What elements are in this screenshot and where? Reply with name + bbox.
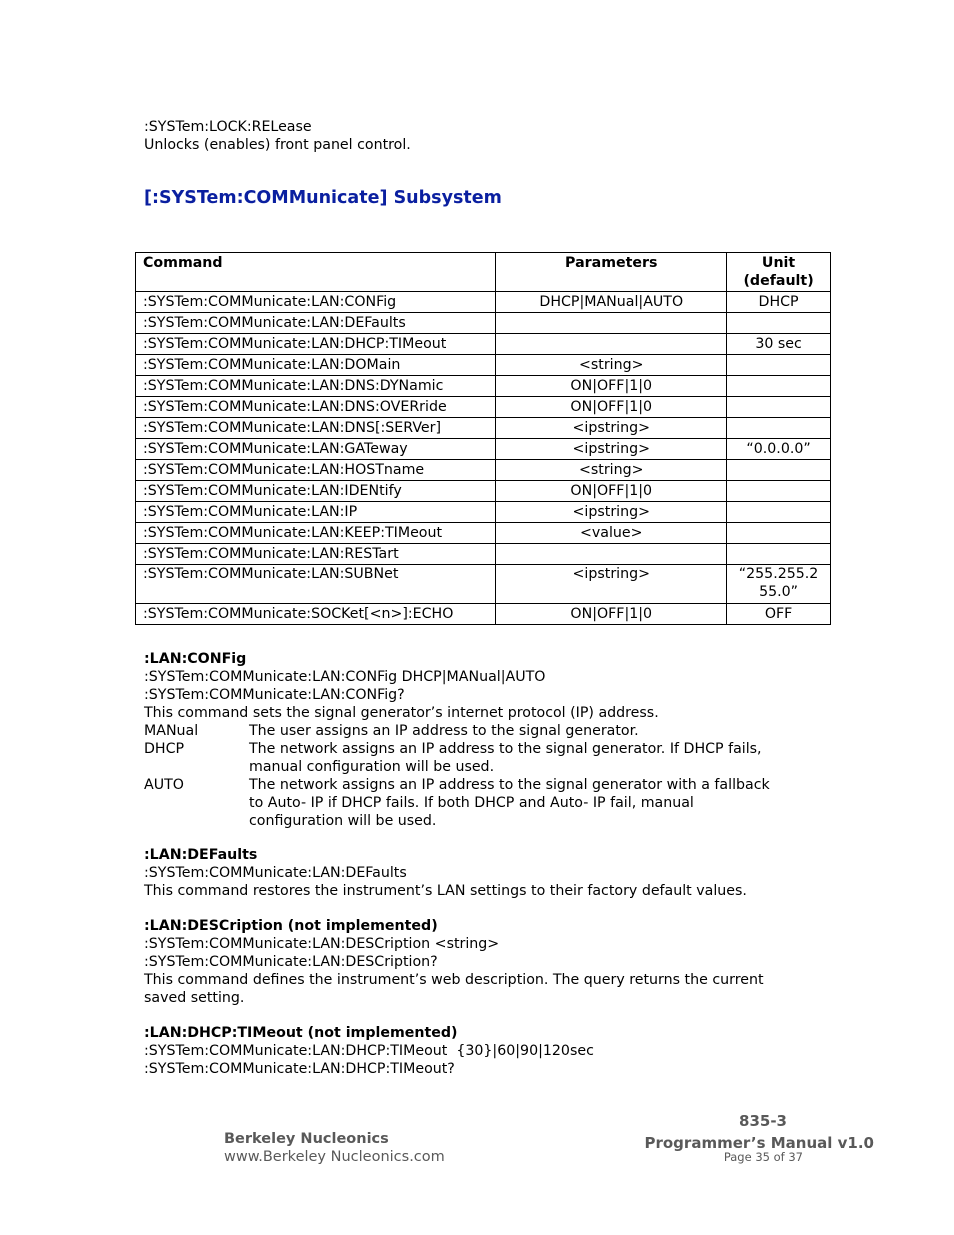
table-row (136, 439, 831, 460)
row-unit-line1: “255.255.2 (738, 566, 819, 582)
row-unit (727, 565, 831, 604)
footer-website: www.Berkeley Nucleonics.com (224, 1149, 445, 1165)
table-row (136, 502, 831, 523)
param-description-line: configuration will be used. (249, 813, 437, 829)
param-description-line: to Auto- IP if DHCP fails. If both DHCP and Auto- IP fail, manual (249, 795, 694, 811)
row-command: :SYSTem:COMMunicate:LAN:DNS:DYNamic (136, 376, 496, 397)
row-unit: 30 sec (727, 334, 831, 355)
footer-page-number: Page 35 of 37 (723, 1150, 803, 1164)
intro-description: Unlocks (enables) front panel control. (144, 137, 411, 153)
lan-dhcp-timeout-syntax-query: :SYSTem:COMMunicate:LAN:DHCP:TIMeout? (144, 1061, 455, 1077)
param-description (249, 740, 804, 776)
row-command: :SYSTem:COMMunicate:LAN:DNS[:SERVer] (136, 418, 496, 439)
row-unit: DHCP (727, 292, 831, 313)
row-unit (727, 418, 831, 439)
table-row (136, 523, 831, 544)
table-row (136, 418, 831, 439)
row-parameters (496, 313, 727, 334)
lan-description-desc-line2: saved setting. (144, 990, 245, 1006)
param-description-line: The user assigns an IP address to the signal generator. (249, 723, 639, 739)
row-command: :SYSTem:COMMunicate:LAN:IP (136, 502, 496, 523)
row-parameters: <ipstring> (496, 418, 727, 439)
row-command: :SYSTem:COMMunicate:LAN:CONFig (136, 292, 496, 313)
footer-manual-title: Programmer’s Manual v1.0 (644, 1134, 874, 1152)
row-command: :SYSTem:COMMunicate:LAN:GATeway (136, 439, 496, 460)
row-unit (727, 313, 831, 334)
row-command: :SYSTem:COMMunicate:SOCKet[<n>]:ECHO (136, 604, 496, 625)
row-parameters: <ipstring> (496, 439, 727, 460)
table-row (136, 460, 831, 481)
row-unit (727, 523, 831, 544)
row-unit (727, 355, 831, 376)
row-parameters (496, 544, 727, 565)
param-row-dhcp (144, 740, 804, 776)
param-description-line: The network assigns an IP address to the signal generator. If DHCP fails, (249, 741, 762, 757)
table-row (136, 334, 831, 355)
row-parameters: <ipstring> (496, 565, 727, 604)
row-unit (727, 397, 831, 418)
lan-defaults-description: This command restores the instrument’s LAN settings to their factory default values. (144, 883, 747, 899)
row-unit: “0.0.0.0” (727, 439, 831, 460)
row-command: :SYSTem:COMMunicate:LAN:DEFaults (136, 313, 496, 334)
lan-dhcp-timeout-title: :LAN:DHCP:TIMeout (not implemented) (144, 1025, 458, 1041)
row-command: :SYSTem:COMMunicate:LAN:DNS:OVERride (136, 397, 496, 418)
lan-config-syntax-query: :SYSTem:COMMunicate:LAN:CONFig? (144, 687, 405, 703)
command-table (135, 252, 831, 625)
table-row (136, 604, 831, 625)
param-name: AUTO (144, 777, 184, 793)
header-unit (727, 253, 831, 292)
header-parameters: Parameters (496, 253, 727, 292)
row-unit: OFF (727, 604, 831, 625)
row-unit (727, 544, 831, 565)
row-parameters: ON|OFF|1|0 (496, 376, 727, 397)
row-unit (727, 376, 831, 397)
param-description-line: manual configuration will be used. (249, 759, 495, 775)
param-name: DHCP (144, 741, 185, 757)
footer-model: 835-3 (739, 1112, 787, 1130)
section-title: [:SYSTem:COMMunicate] Subsystem (144, 188, 502, 208)
table-header-row (136, 253, 831, 292)
lan-config-syntax-set: :SYSTem:COMMunicate:LAN:CONFig DHCP|MANual|AUTO (144, 669, 546, 685)
lan-dhcp-timeout-syntax-set: :SYSTem:COMMunicate:LAN:DHCP:TIMeout {30}|60|90|120sec (144, 1043, 594, 1059)
table-row (136, 481, 831, 502)
lan-config-description: This command sets the signal generator’s internet protocol (IP) address. (144, 705, 659, 721)
row-command: :SYSTem:COMMunicate:LAN:DHCP:TIMeout (136, 334, 496, 355)
row-command: :SYSTem:COMMunicate:LAN:SUBNet (136, 565, 496, 604)
param-row-manual (144, 722, 804, 740)
row-parameters: <string> (496, 355, 727, 376)
row-parameters: ON|OFF|1|0 (496, 604, 727, 625)
lan-description-desc-line1: This command defines the instrument’s web description. The query returns the current (144, 972, 764, 988)
row-command: :SYSTem:COMMunicate:LAN:IDENtify (136, 481, 496, 502)
row-parameters: DHCP|MANual|AUTO (496, 292, 727, 313)
param-description (249, 776, 804, 830)
lan-config-title: :LAN:CONFig (144, 651, 247, 667)
table-row (136, 355, 831, 376)
row-unit-line2: 55.0” (759, 584, 799, 600)
param-row-auto (144, 776, 804, 830)
row-parameters: <value> (496, 523, 727, 544)
header-unit-line1: Unit (761, 255, 796, 271)
row-command: :SYSTem:COMMunicate:LAN:DOMain (136, 355, 496, 376)
table-row (136, 292, 831, 313)
table-row (136, 544, 831, 565)
row-parameters: ON|OFF|1|0 (496, 397, 727, 418)
lan-description-syntax-query: :SYSTem:COMMunicate:LAN:DESCription? (144, 954, 438, 970)
row-command: :SYSTem:COMMunicate:LAN:KEEP:TIMeout (136, 523, 496, 544)
param-description-line: The network assigns an IP address to the signal generator with a fallback (249, 777, 770, 793)
intro-command: :SYSTem:LOCK:RELease (144, 119, 312, 135)
param-name: MANual (144, 723, 199, 739)
row-command: :SYSTem:COMMunicate:LAN:RESTart (136, 544, 496, 565)
table-row (136, 565, 831, 604)
header-command: Command (136, 253, 496, 292)
footer-company: Berkeley Nucleonics (224, 1131, 389, 1147)
lan-description-title: :LAN:DESCription (not implemented) (144, 918, 438, 934)
lan-defaults-syntax: :SYSTem:COMMunicate:LAN:DEFaults (144, 865, 407, 881)
row-parameters: <ipstring> (496, 502, 727, 523)
param-description (249, 722, 804, 740)
lan-description-syntax-set: :SYSTem:COMMunicate:LAN:DESCription <string> (144, 936, 500, 952)
header-unit-line2: (default) (743, 273, 814, 289)
row-unit (727, 481, 831, 502)
table-row (136, 397, 831, 418)
lan-defaults-title: :LAN:DEFaults (144, 847, 258, 863)
table-row (136, 376, 831, 397)
row-parameters: <string> (496, 460, 727, 481)
row-command: :SYSTem:COMMunicate:LAN:HOSTname (136, 460, 496, 481)
row-parameters (496, 334, 727, 355)
table-row (136, 313, 831, 334)
row-unit (727, 502, 831, 523)
row-parameters: ON|OFF|1|0 (496, 481, 727, 502)
row-unit (727, 460, 831, 481)
